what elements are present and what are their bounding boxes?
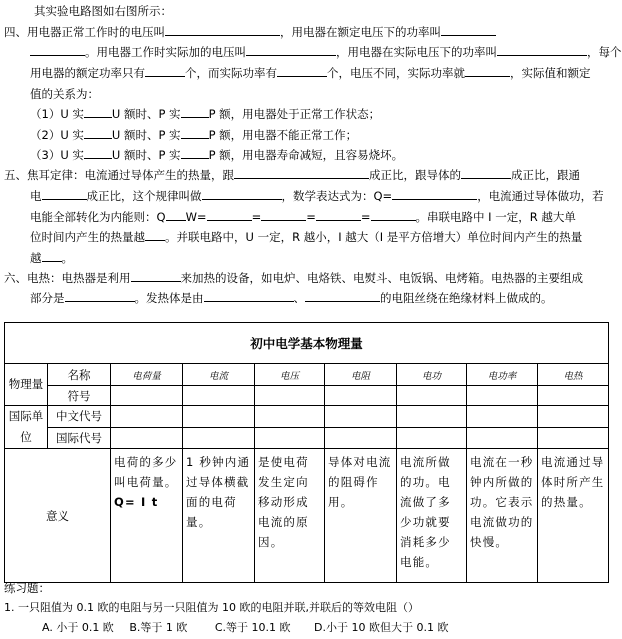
cell-symbol-3[interactable] [255,386,325,406]
col-header-voltage: 电压 [255,364,325,386]
blank-series-more[interactable] [145,229,165,241]
blank-actual-count[interactable] [277,65,327,77]
cell-cn-7[interactable] [538,406,609,428]
blank-eq1[interactable] [207,209,252,221]
s5-l1b: 成正比，跟导体的 [369,168,461,182]
case1-c: P 额，用电器处于正常工作状态； [208,107,381,121]
s6-l2d: 的电阻丝绕在绝缘材料上做成的。 [380,291,553,305]
blank-eq2[interactable] [261,209,306,221]
blank-case2-p[interactable] [181,127,209,139]
cell-cn-2[interactable] [183,406,255,428]
s6-l2a: 部分是 [30,291,65,305]
s4-case3 [30,147,403,163]
s5-l2b: 成正比，这个规律叫做 [86,189,202,203]
blank-current-squared[interactable] [234,167,369,179]
label-physical-quantity: 物理量 [5,364,48,406]
case3-b: U 额时、P 实 [111,148,181,162]
cell-intl-3[interactable] [255,427,325,449]
def-heat: 电流通过导体时所产生的热量。 [538,449,609,583]
label-symbol: 符号 [48,386,111,406]
blank-rated-power[interactable] [441,24,496,36]
blank-rated-count[interactable] [145,65,185,77]
s5-l3f: 。串联电路中 I 一定，R 越大单 [415,210,576,224]
blank-actual-voltage[interactable] [246,44,336,56]
s5-line5: 越 。 [30,251,73,265]
s4-l2a: 。用电器工作时实际加的电压叫 [85,45,246,59]
practice-q1-options [42,620,448,636]
blank-relation[interactable] [166,209,186,221]
cell-intl-2[interactable] [183,427,255,449]
table-title: 初中电学基本物理量 [5,323,609,364]
s5-l4a: 位时间内产生的热量越 [30,230,145,244]
case2-a: （2）U 实 [30,128,84,142]
s5-l3c: = [251,210,262,224]
case1-b: U 额时、P 实 [111,107,181,121]
blank-case2-u[interactable] [84,127,112,139]
blank-high-melting[interactable] [305,290,380,302]
blank-time[interactable] [42,188,87,200]
s6-line1 [4,270,583,286]
blank-eq3[interactable] [316,209,361,221]
blank-actual-power[interactable] [497,44,587,56]
cell-cn-6[interactable] [467,406,538,428]
option-d[interactable]: D.小于 10 欧但大于 0.1 欧 [314,621,449,634]
s4-l1a: 四、用电器正常工作时的电压叫 [4,25,165,39]
s5-line4 [30,229,582,245]
cell-cn-4[interactable] [325,406,397,428]
label-cn-code: 中文代号 [48,406,111,428]
s4-l2b: ，用电器在实际电压下的功率叫 [336,45,497,59]
blank-case3-u[interactable] [84,147,112,159]
option-a[interactable]: A. 小于 0.1 欧 [42,621,114,634]
practice-q1: 1. 一只阻值为 0.1 欧的电阻与另一只阻值为 10 欧的电阻并联,并联后的等效电阻（） [4,601,419,614]
s5-l3a: 电能全部转化为内能则：Q [30,210,166,224]
case2-b: U 额时、P 实 [111,128,181,142]
def-current: 1 秒钟内通过导体横截面的电荷量。 [183,449,255,583]
case3-c: P 额，用电器寿命减短，且容易烧坏。 [208,148,404,162]
cell-symbol-4[interactable] [325,386,397,406]
s5-l5: 越 [30,251,42,265]
def-work: 电流所做的功。电流做了多少功就要消耗多少电能。 [397,449,467,583]
col-header-work: 电功 [397,364,467,386]
blank-rated-voltage[interactable] [165,24,280,36]
s4-case2 [30,127,357,143]
s6-l1b: 来加热的设备，如电炉、电烙铁、电熨斗、电饭锅、电烤箱。电热器的主要组成 [180,271,583,285]
s5-l1c: 成正比，跟通 [511,168,580,182]
blank-case3-p[interactable] [181,147,209,159]
s4-l3a: 用电器的额定功率只有 [30,66,145,80]
option-b[interactable]: B.等于 1 欧 [129,621,188,634]
blank-eq4[interactable] [371,209,416,221]
cell-cn-1[interactable] [111,406,183,428]
col-header-resistance: 电阻 [325,364,397,386]
s4-case1 [30,106,380,122]
label-intl-unit: 国际单位 [5,406,48,449]
physics-quantity-table [4,322,609,583]
s5-l4b: 。并联电路中，U 一定，R 越小，I 越大（I 是平方倍增大）单位时间内产生的热量 [165,230,583,244]
cell-symbol-7[interactable] [538,386,609,406]
blank-joule-law[interactable] [202,188,282,200]
s5-l2a: 电 [30,189,42,203]
blank-case1-p[interactable] [181,106,209,118]
label-intl-code: 国际代号 [48,427,111,449]
cell-symbol-6[interactable] [467,386,538,406]
blank-resistance[interactable] [461,167,511,179]
def-charge [111,449,183,583]
s4-l2c: ，每个 [587,45,622,59]
practice-heading: 练习题： [4,581,50,595]
s4-l3d: ，实际值和额定 [510,66,591,80]
intro-text: 其实验电路图如右图所示： [34,4,172,18]
s5-line1 [4,167,580,183]
s4-line3 [30,65,591,81]
label-meaning: 意义 [5,449,111,583]
s5-l1a: 五、焦耳定律：电流通过导体产生的热量，跟 [4,168,234,182]
blank-high-resistivity[interactable] [204,290,294,302]
cell-symbol-2[interactable] [183,386,255,406]
s6-line2 [30,290,553,306]
blank-differs[interactable] [465,65,510,77]
def-voltage: 是使电荷发生定向移动形成电流的原因。 [255,449,325,583]
s5-l2d: ，电流通过导体做功，若 [477,189,604,203]
cell-intl-5[interactable] [397,427,467,449]
s6-l2c: 、 [293,291,305,305]
s4-l3b: 个，而实际功率有 [185,66,277,80]
s5-line3 [30,209,576,225]
col-header-heat: 电热 [538,364,609,386]
s6-l2b: 。发热体是由 [134,291,204,305]
s5-l3d: = [306,210,316,224]
col-header-charge: 电荷量 [111,364,183,386]
s5-l3b: W= [185,210,207,224]
def-charge-text: 电荷的多少叫电荷量。 [114,455,178,489]
s4-line4: 值的关系为： [30,87,99,101]
label-name: 名称 [48,364,111,386]
case2-c: P 额，用电器不能正常工作； [208,128,358,142]
s5-line2 [30,188,604,204]
case1-a: （1）U 实 [30,107,84,121]
def-resistance: 导体对电流的阻碍作用。 [325,449,397,583]
def-charge-formula: Q= I t [114,495,159,509]
blank-rated-power-cont[interactable] [30,44,85,56]
s5-l2c: ，数学表达式为：Q= [281,189,393,203]
s4-line1 [4,24,496,40]
def-power: 电流在一秒钟内所做的功。它表示电流做功的快慢。 [467,449,538,583]
case3-a: （3）U 实 [30,148,84,162]
option-c[interactable]: C.等于 10.1 欧 [214,621,291,634]
blank-formula[interactable] [392,188,477,200]
cell-symbol-1[interactable] [111,386,183,406]
col-header-current: 电流 [183,364,255,386]
blank-heating-effect[interactable] [131,270,181,282]
cell-symbol-5[interactable] [397,386,467,406]
cell-intl-6[interactable] [467,427,538,449]
s4-l3c: 个，电压不同，实际功率就 [327,66,465,80]
s6-l1a: 六、电热：电热器是利用 [4,271,131,285]
s4-line2 [30,44,622,60]
blank-heating-element[interactable] [65,290,135,302]
col-header-power: 电功率 [467,364,538,386]
cell-cn-3[interactable] [255,406,325,428]
blank-parallel-more[interactable] [42,250,62,262]
cell-intl-1[interactable] [111,427,183,449]
blank-case1-u[interactable] [84,106,112,118]
cell-intl-4[interactable] [325,427,397,449]
cell-intl-7[interactable] [538,427,609,449]
s4-l1b: ，用电器在额定电压下的功率叫 [280,25,441,39]
cell-cn-5[interactable] [397,406,467,428]
s5-l3e: = [360,210,371,224]
